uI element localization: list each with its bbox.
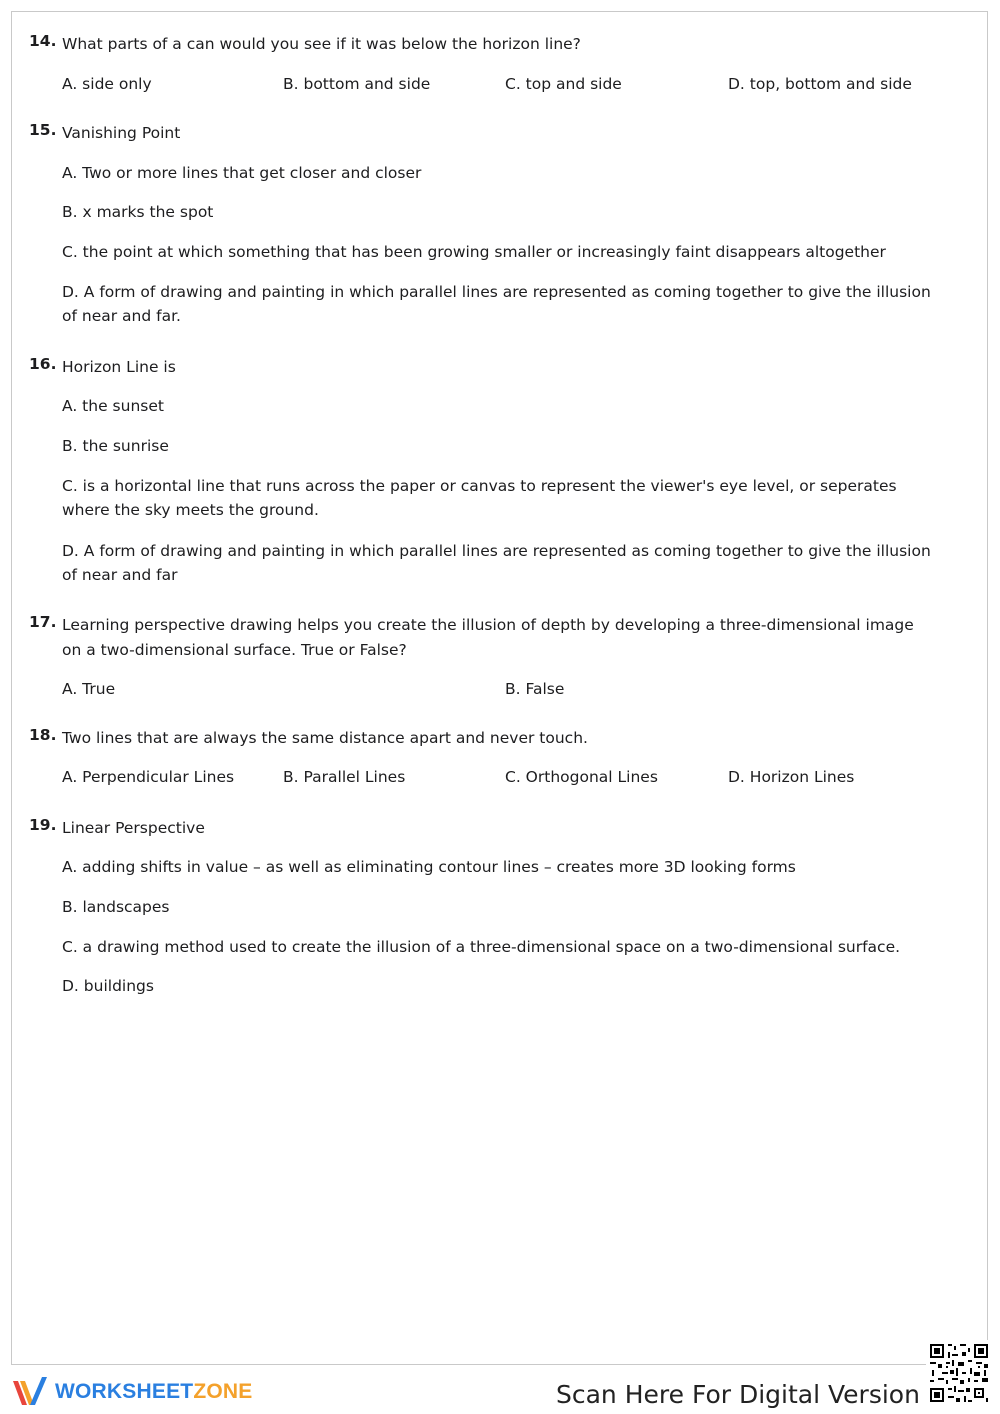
option-b[interactable]: B. the sunrise (62, 437, 169, 455)
option-b[interactable]: B. landscapes (62, 898, 170, 916)
option-d[interactable]: D. A form of drawing and painting in which parallel lines are represented as coming together to give the illusion of near and far. (62, 283, 931, 325)
logo-word-worksheet: WORKSHEET (55, 1380, 194, 1403)
question-number: 17. (29, 613, 57, 631)
option-d[interactable]: D. buildings (62, 977, 154, 995)
option-c[interactable]: C. the point at which something that has been growing smaller or increasingly faint disappears altogether (62, 243, 886, 261)
option-a[interactable]: A. side only (62, 75, 152, 93)
question-number: 18. (29, 726, 57, 744)
question-text: Learning perspective drawing helps you create the illusion of depth by developing a three-dimensional image on a two-dimensional surface. True or False? (62, 616, 914, 659)
option-a[interactable]: A. adding shifts in value – as well as eliminating contour lines – creates more 3D looking forms (62, 858, 796, 876)
option-b[interactable]: B. bottom and side (283, 75, 431, 93)
logo-word-zone: ZONE (193, 1380, 253, 1403)
option-a[interactable]: A. Two or more lines that get closer and closer (62, 164, 422, 182)
worksheet-page (11, 11, 988, 1365)
question-text: Vanishing Point (62, 124, 181, 142)
question-number: 15. (29, 121, 57, 139)
question-number: 14. (29, 32, 57, 50)
question-number: 16. (29, 355, 57, 373)
question-text: Horizon Line is (62, 358, 176, 376)
question-text: Two lines that are always the same distance apart and never touch. (62, 729, 588, 747)
worksheetzone-logo-icon (11, 1375, 49, 1409)
option-d[interactable]: D. A form of drawing and painting in which parallel lines are represented as coming together to give the illusion of near and far (62, 542, 931, 584)
option-a[interactable]: A. Perpendicular Lines (62, 768, 235, 786)
option-c[interactable]: C. top and side (505, 75, 622, 93)
worksheetzone-logo (11, 1374, 252, 1410)
option-d[interactable]: D. top, bottom and side (728, 75, 912, 93)
option-b[interactable]: B. Parallel Lines (283, 768, 406, 786)
option-b[interactable]: B. False (505, 680, 565, 698)
option-c[interactable]: C. a drawing method used to create the illusion of a three-dimensional space on a two-dimensional surface. (62, 938, 901, 956)
question-text: Linear Perspective (62, 819, 205, 837)
option-c[interactable]: C. Orthogonal Lines (505, 768, 658, 786)
question-text: What parts of a can would you see if it was below the horizon line? (62, 35, 581, 53)
option-a[interactable]: A. True (62, 680, 116, 698)
qr-code[interactable] (926, 1340, 992, 1406)
qr-code-graphic (926, 1340, 992, 1406)
option-d[interactable]: D. Horizon Lines (728, 768, 855, 786)
question-number: 19. (29, 816, 57, 834)
scan-caption: Scan Here For Digital Version (556, 1380, 920, 1409)
option-a[interactable]: A. the sunset (62, 397, 164, 415)
option-b[interactable]: B. x marks the spot (62, 203, 214, 221)
option-c[interactable]: C. is a horizontal line that runs across the paper or canvas to represent the viewer's eye level, or seperates where the sky meets the ground. (62, 477, 897, 519)
